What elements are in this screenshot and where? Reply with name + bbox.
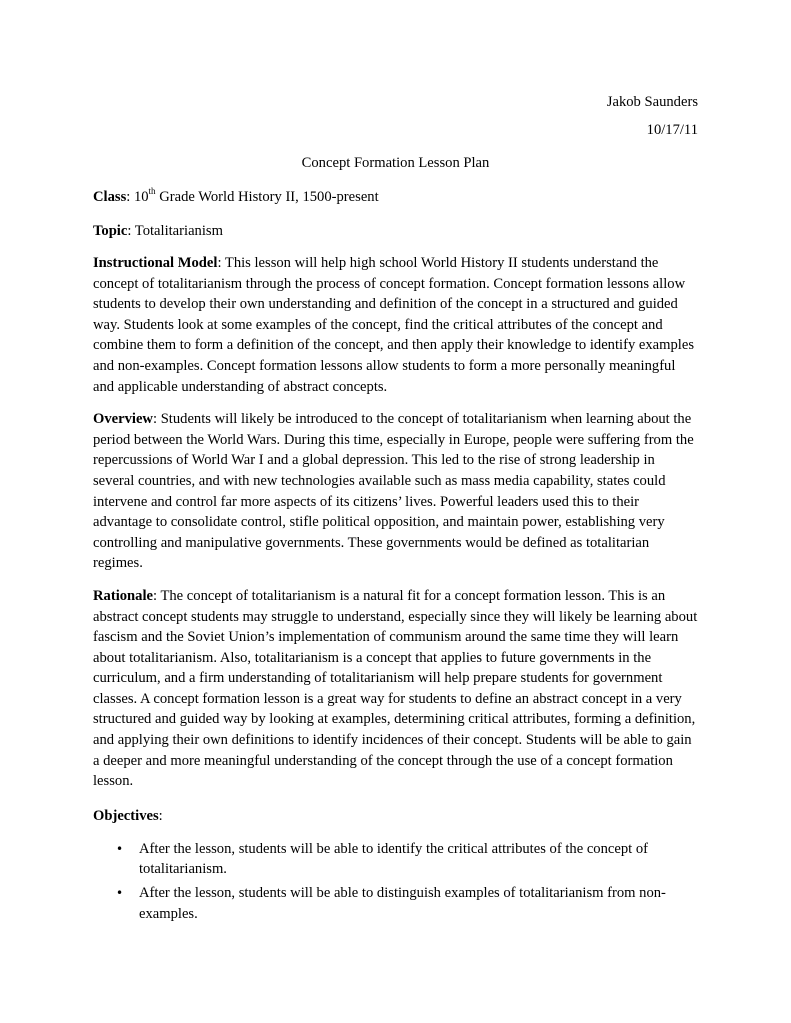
objective-text: After the lesson, students will be able to distinguish examples of totalitarianism from non-examples. <box>139 885 666 922</box>
overview-section: Overview: Students will likely be introduced to the concept of totalitarianism when learning about the period between the World Wars. During this time, especially in Europe, people were suffering from the repercussions of World War I and a global depression. This led to the rise of strong leadership in several countries, and with new technologies available such as mass media capability, states could intervene and control far more aspects of its citizens’ lives. Powerful leaders used this to their advantage to consolidate control, stifle political opposition, and maintain power, establishing very controlling and manipulative governments. These governments would be defined as totalitarian regimes. <box>93 411 694 572</box>
list-item <box>93 883 698 924</box>
overview-label: Overview <box>93 411 153 428</box>
document-date: 10/17/11 <box>646 122 698 138</box>
objectives-heading: Objectives: <box>93 807 163 824</box>
instructional-model-section: Instructional Model: This lesson will help high school World History II students understand the concept of totalitarianism through the process of concept formation. Concept formation lessons allow students to develop their own understanding and definition of the concept in a structured and guided way. Students look at some examples of the concept, find the critical attributes of the concept and combine them to form a definition of the concept, and then apply their knowledge to identify examples and non-examples. Concept formation lessons allow students to form a more personally meaningful and applicable understanding of abstract concepts. <box>93 255 695 395</box>
topic-value: Totalitarianism <box>134 223 223 239</box>
objective-text: After the lesson, students will be able to identify the critical attributes of the concept of totalitarianism. <box>139 840 649 878</box>
class-grade-number: 10 <box>133 189 149 205</box>
instructional-model-text: This lesson will help high school World History II students understand the concept of totalitarianism through the process of concept formation. Concept formation lessons allow students to develop their own understanding and definition of the concept in a structured and guided way. Students look at some examples of the concept, find the critical attributes of the concept and combine them to form a definition of the concept, and then apply their knowledge to identify examples and non-examples. Concept formation lessons allow students to form a more personally meaningful and applicable understanding of abstract concepts. <box>93 255 695 395</box>
document-page <box>93 92 698 927</box>
class-value: Grade World History II, 1500-present <box>155 189 379 205</box>
document-title: Concept Formation Lesson Plan <box>301 155 490 171</box>
objectives-list <box>93 839 698 924</box>
author-name: Jakob Saunders <box>606 94 698 110</box>
bullet-icon: • <box>116 841 124 856</box>
instructional-model-label: Instructional Model <box>93 255 218 271</box>
list-item <box>93 839 698 880</box>
class-label: Class <box>93 189 127 205</box>
bullet-icon: • <box>116 886 124 901</box>
rationale-section: Rationale: The concept of totalitarianism is a natural fit for a concept formation lesson. This is an abstract concept students may struggle to understand, especially since they will likely be learning about fascism and the Soviet Union’s implementation of communism around the same time they will learn about totalitarianism. Also, totalitarianism is a concept that applies to future governments in the curriculum, and a firm understanding of totalitarianism will help prepare students for government classes. A concept formation lesson is a great way for students to define an abstract concept in a very structured and guided way by looking at examples, determining critical attributes, forming a definition, and applying their own definitions to identify incidences of their concept. Students will be able to gain a deeper and more meaningful understanding of the concept through the use of a concept formation lesson. <box>93 587 698 790</box>
topic-label: Topic <box>93 223 128 239</box>
overview-text: Students will likely be introduced to the concept of totalitarianism when learning about the period between the World Wars. During this time, especially in Europe, people were suffering from the repercussions of World War I and a global depression. This led to the rise of strong leadership in several countries, and with new technologies available such as mass media capability, states could intervene and control far more aspects of its citizens’ lives. Powerful leaders used this to their advantage to consolidate control, stifle political opposition, and maintain power, establishing very controlling and manipulative governments. These governments would be defined as totalitarian regimes. <box>93 411 694 572</box>
topic-field: Topic: Totalitarianism <box>93 223 223 239</box>
class-grade-suffix: th <box>148 186 156 197</box>
class-field: Class: 10th Grade World History II, 1500-present <box>93 186 379 205</box>
objectives-label: Objectives <box>93 807 159 824</box>
rationale-label: Rationale <box>93 587 153 604</box>
rationale-text: The concept of totalitarianism is a natural fit for a concept formation lesson. This is an abstract concept students may struggle to understand, especially since they will likely be learning about fascism and the Soviet Union’s implementation of communism around the same time they will learn about totalitarianism. Also, totalitarianism is a concept that applies to future governments in the curriculum, and a firm understanding of totalitarianism will help prepare students for government classes. A concept formation lesson is a great way for students to define an abstract concept in a very structured and guided way by looking at examples, determining critical attributes, forming a definition, and applying their own definitions to identify incidences of their concept. Students will be able to gain a deeper and more meaningful understanding of the concept through the use of a concept formation lesson. <box>93 587 698 790</box>
